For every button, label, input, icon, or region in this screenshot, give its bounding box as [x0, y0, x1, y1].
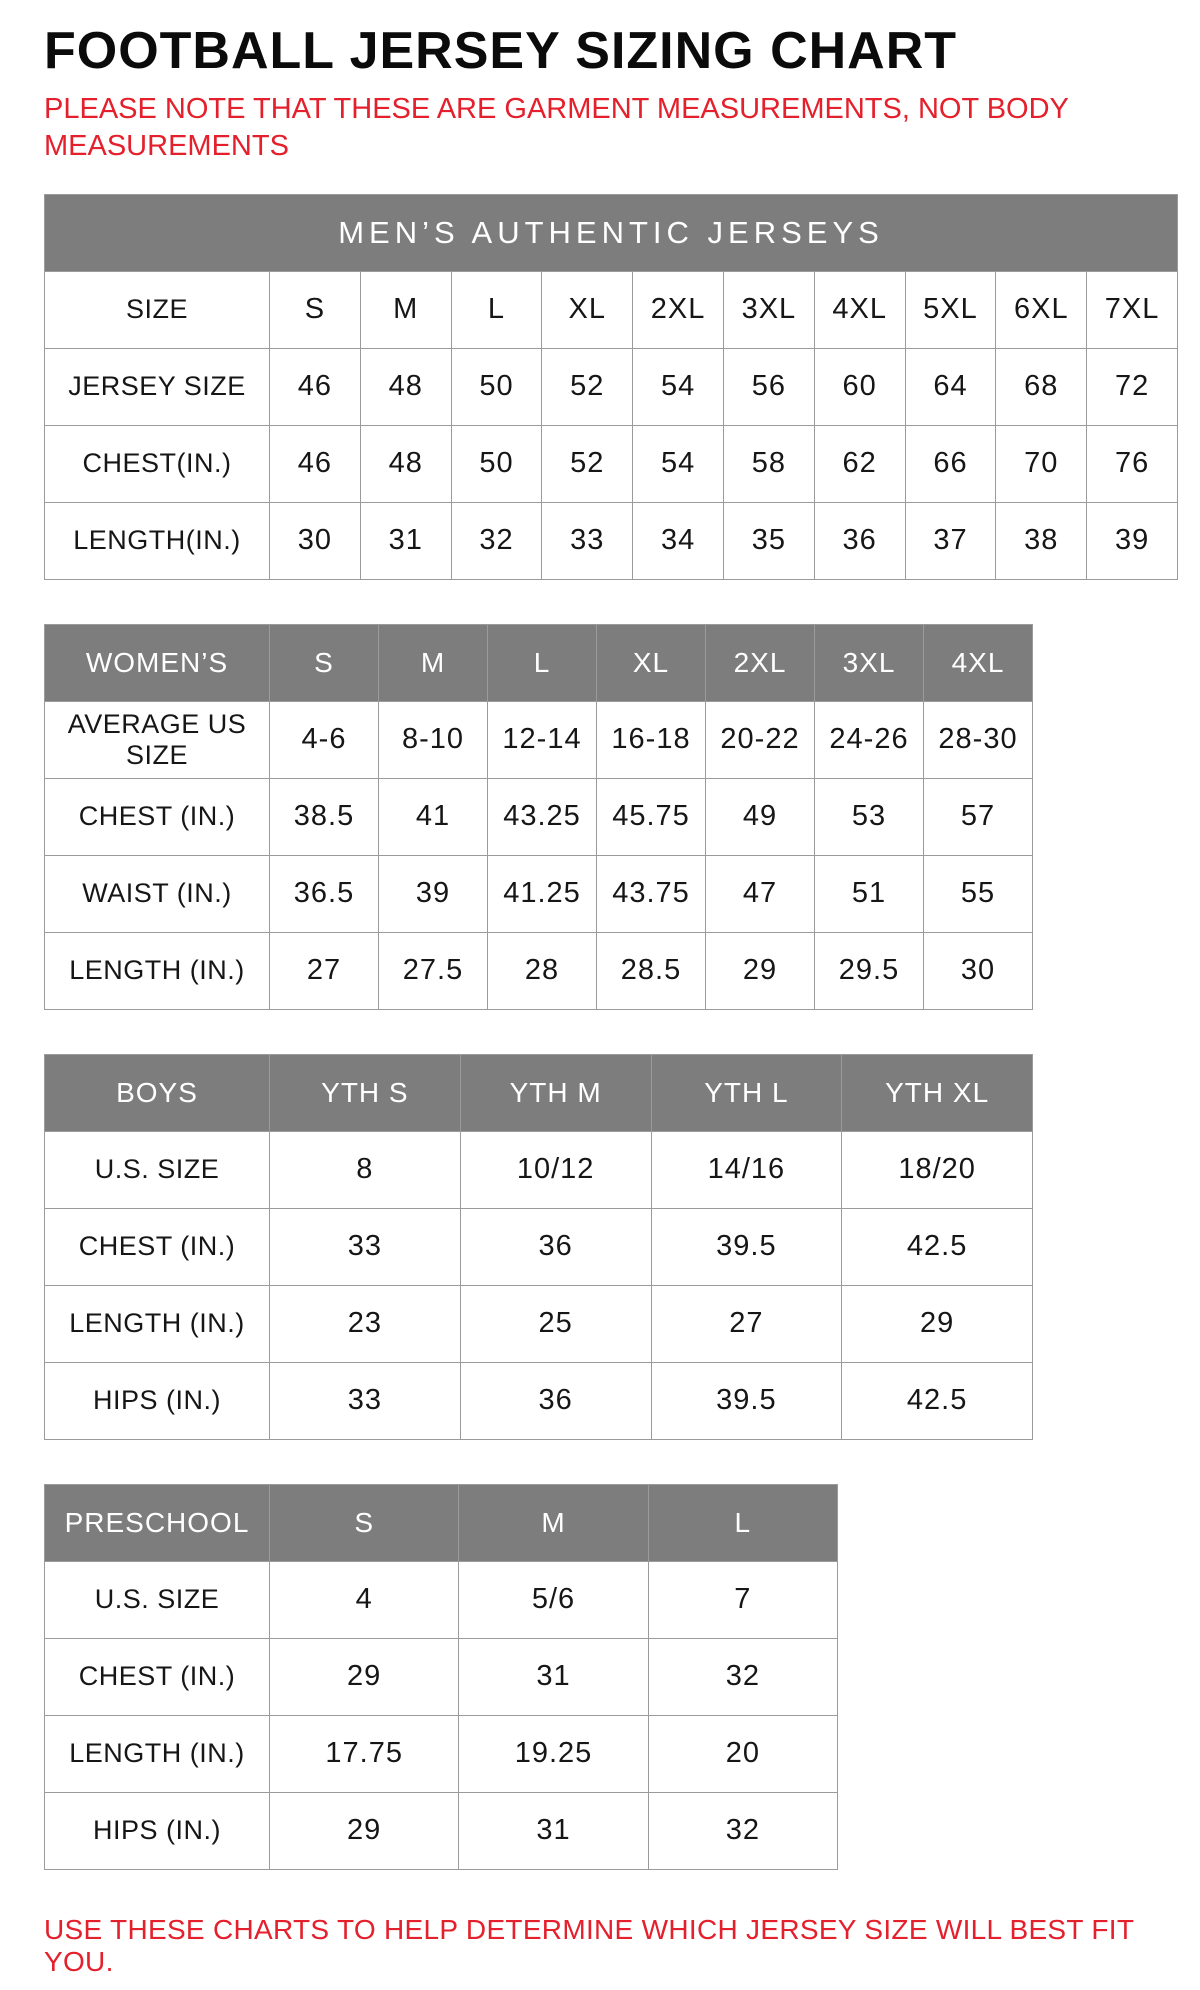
boys-table [44, 1054, 1033, 1440]
value-cell: 66 [905, 425, 996, 502]
row-label: CHEST (IN.) [45, 1638, 270, 1715]
value-cell: S [270, 271, 361, 348]
value-cell: 23 [270, 1285, 461, 1362]
value-cell: 5/6 [459, 1561, 648, 1638]
tables-container [44, 194, 1160, 1870]
value-cell: 43.75 [597, 855, 706, 932]
value-cell: 54 [633, 425, 724, 502]
preschool-header-cell: L [648, 1484, 837, 1561]
value-cell: 33 [542, 502, 633, 579]
table-row [45, 425, 1178, 502]
womens-header-cell: 4XL [924, 624, 1033, 701]
womens-header-cell: 2XL [706, 624, 815, 701]
row-label: SIZE [45, 271, 270, 348]
value-cell: 47 [706, 855, 815, 932]
value-cell: 32 [648, 1792, 837, 1869]
value-cell: 55 [924, 855, 1033, 932]
row-label: LENGTH (IN.) [45, 1715, 270, 1792]
value-cell: 28-30 [924, 701, 1033, 778]
value-cell: 72 [1087, 348, 1178, 425]
value-cell: XL [542, 271, 633, 348]
preschool-header-row [45, 1484, 838, 1561]
value-cell: 27 [270, 932, 379, 1009]
page-title: FOOTBALL JERSEY SIZING CHART [44, 22, 958, 80]
value-cell: 28.5 [597, 932, 706, 1009]
row-label: JERSEY SIZE [45, 348, 270, 425]
preschool-table [44, 1484, 838, 1870]
mens-table-title: MEN’S AUTHENTIC JERSEYS [45, 194, 1178, 271]
table-row [45, 1131, 1033, 1208]
value-cell: 29 [270, 1638, 459, 1715]
boys-header-row [45, 1054, 1033, 1131]
value-cell: 34 [633, 502, 724, 579]
value-cell: 42.5 [842, 1208, 1033, 1285]
value-cell: 49 [706, 778, 815, 855]
table-row [45, 1792, 838, 1869]
value-cell: 31 [459, 1638, 648, 1715]
garment-measurements-note: PLEASE NOTE THAT THESE ARE GARMENT MEASUREMENTS, NOT BODY MEASUREMENTS [44, 92, 1069, 163]
value-cell: 56 [723, 348, 814, 425]
value-cell: 52 [542, 425, 633, 502]
value-cell: 29.5 [815, 932, 924, 1009]
table-row [45, 1208, 1033, 1285]
value-cell: 62 [814, 425, 905, 502]
value-cell: 8 [270, 1131, 461, 1208]
value-cell: 58 [723, 425, 814, 502]
value-cell: 4XL [814, 271, 905, 348]
row-label: LENGTH (IN.) [45, 1285, 270, 1362]
row-label: U.S. SIZE [45, 1561, 270, 1638]
boys-header-cell: YTH M [460, 1054, 651, 1131]
boys-header-cell: YTH S [270, 1054, 461, 1131]
value-cell: 32 [648, 1638, 837, 1715]
value-cell: 5XL [905, 271, 996, 348]
value-cell: 14/16 [651, 1131, 842, 1208]
value-cell: 27 [651, 1285, 842, 1362]
value-cell: 27.5 [379, 932, 488, 1009]
value-cell: 4 [270, 1561, 459, 1638]
value-cell: 50 [451, 348, 542, 425]
row-label: HIPS (IN.) [45, 1362, 270, 1439]
value-cell: 19.25 [459, 1715, 648, 1792]
womens-header-label: WOMEN’S [45, 624, 270, 701]
value-cell: 29 [706, 932, 815, 1009]
value-cell: 20-22 [706, 701, 815, 778]
row-label: U.S. SIZE [45, 1131, 270, 1208]
value-cell: 43.25 [488, 778, 597, 855]
footer-note: USE THESE CHARTS TO HELP DETERMINE WHICH JERSEY SIZE WILL BEST FIT YOU. [44, 1913, 1134, 1977]
table-row [45, 932, 1033, 1009]
value-cell: 2XL [633, 271, 724, 348]
value-cell: 12-14 [488, 701, 597, 778]
value-cell: 41.25 [488, 855, 597, 932]
table-row [45, 1561, 838, 1638]
value-cell: 48 [360, 348, 451, 425]
value-cell: 31 [360, 502, 451, 579]
value-cell: 48 [360, 425, 451, 502]
value-cell: 46 [270, 425, 361, 502]
value-cell: 32 [451, 502, 542, 579]
womens-header-cell: M [379, 624, 488, 701]
table-row [45, 348, 1178, 425]
value-cell: 36 [460, 1208, 651, 1285]
value-cell: 68 [996, 348, 1087, 425]
value-cell: 6XL [996, 271, 1087, 348]
table-row [45, 502, 1178, 579]
value-cell: 7XL [1087, 271, 1178, 348]
table-row [45, 701, 1033, 778]
value-cell: 31 [459, 1792, 648, 1869]
value-cell: 37 [905, 502, 996, 579]
table-row [45, 1638, 838, 1715]
value-cell: 25 [460, 1285, 651, 1362]
value-cell: 39 [379, 855, 488, 932]
value-cell: 3XL [723, 271, 814, 348]
womens-header-cell: L [488, 624, 597, 701]
value-cell: 41 [379, 778, 488, 855]
value-cell: 70 [996, 425, 1087, 502]
value-cell: L [451, 271, 542, 348]
value-cell: 36.5 [270, 855, 379, 932]
table-row [45, 778, 1033, 855]
value-cell: 20 [648, 1715, 837, 1792]
value-cell: 29 [842, 1285, 1033, 1362]
row-label: HIPS (IN.) [45, 1792, 270, 1869]
value-cell: 51 [815, 855, 924, 932]
value-cell: 46 [270, 348, 361, 425]
womens-header-cell: S [270, 624, 379, 701]
value-cell: 10/12 [460, 1131, 651, 1208]
value-cell: 8-10 [379, 701, 488, 778]
value-cell: 39.5 [651, 1208, 842, 1285]
value-cell: 39 [1087, 502, 1178, 579]
value-cell: 33 [270, 1362, 461, 1439]
row-label: CHEST (IN.) [45, 778, 270, 855]
preschool-header-cell: S [270, 1484, 459, 1561]
preschool-header-label: PRESCHOOL [45, 1484, 270, 1561]
value-cell: 53 [815, 778, 924, 855]
mens-table [44, 194, 1178, 580]
table-row [45, 855, 1033, 932]
row-label: LENGTH(IN.) [45, 502, 270, 579]
value-cell: 18/20 [842, 1131, 1033, 1208]
table-row [45, 1715, 838, 1792]
row-label: CHEST (IN.) [45, 1208, 270, 1285]
value-cell: 30 [270, 502, 361, 579]
value-cell: 50 [451, 425, 542, 502]
womens-table [44, 624, 1033, 1010]
boys-header-label: BOYS [45, 1054, 270, 1131]
value-cell: 17.75 [270, 1715, 459, 1792]
row-label: LENGTH (IN.) [45, 932, 270, 1009]
boys-header-cell: YTH L [651, 1054, 842, 1131]
value-cell: 42.5 [842, 1362, 1033, 1439]
value-cell: 60 [814, 348, 905, 425]
value-cell: 24-26 [815, 701, 924, 778]
mens-title-row [45, 194, 1178, 271]
value-cell: 35 [723, 502, 814, 579]
row-label: WAIST (IN.) [45, 855, 270, 932]
value-cell: 54 [633, 348, 724, 425]
value-cell: 76 [1087, 425, 1178, 502]
value-cell: 64 [905, 348, 996, 425]
value-cell: 7 [648, 1561, 837, 1638]
row-label: CHEST(IN.) [45, 425, 270, 502]
value-cell: 57 [924, 778, 1033, 855]
value-cell: 38.5 [270, 778, 379, 855]
value-cell: 33 [270, 1208, 461, 1285]
value-cell: 29 [270, 1792, 459, 1869]
value-cell: 38 [996, 502, 1087, 579]
womens-header-row [45, 624, 1033, 701]
row-label: AVERAGE US SIZE [45, 701, 270, 778]
value-cell: 36 [460, 1362, 651, 1439]
value-cell: 4-6 [270, 701, 379, 778]
value-cell: 36 [814, 502, 905, 579]
preschool-header-cell: M [459, 1484, 648, 1561]
value-cell: 45.75 [597, 778, 706, 855]
value-cell: 52 [542, 348, 633, 425]
value-cell: 16-18 [597, 701, 706, 778]
table-row [45, 271, 1178, 348]
value-cell: 30 [924, 932, 1033, 1009]
womens-header-cell: XL [597, 624, 706, 701]
value-cell: 28 [488, 932, 597, 1009]
value-cell: M [360, 271, 451, 348]
boys-header-cell: YTH XL [842, 1054, 1033, 1131]
table-row [45, 1285, 1033, 1362]
table-row [45, 1362, 1033, 1439]
womens-header-cell: 3XL [815, 624, 924, 701]
value-cell: 39.5 [651, 1362, 842, 1439]
